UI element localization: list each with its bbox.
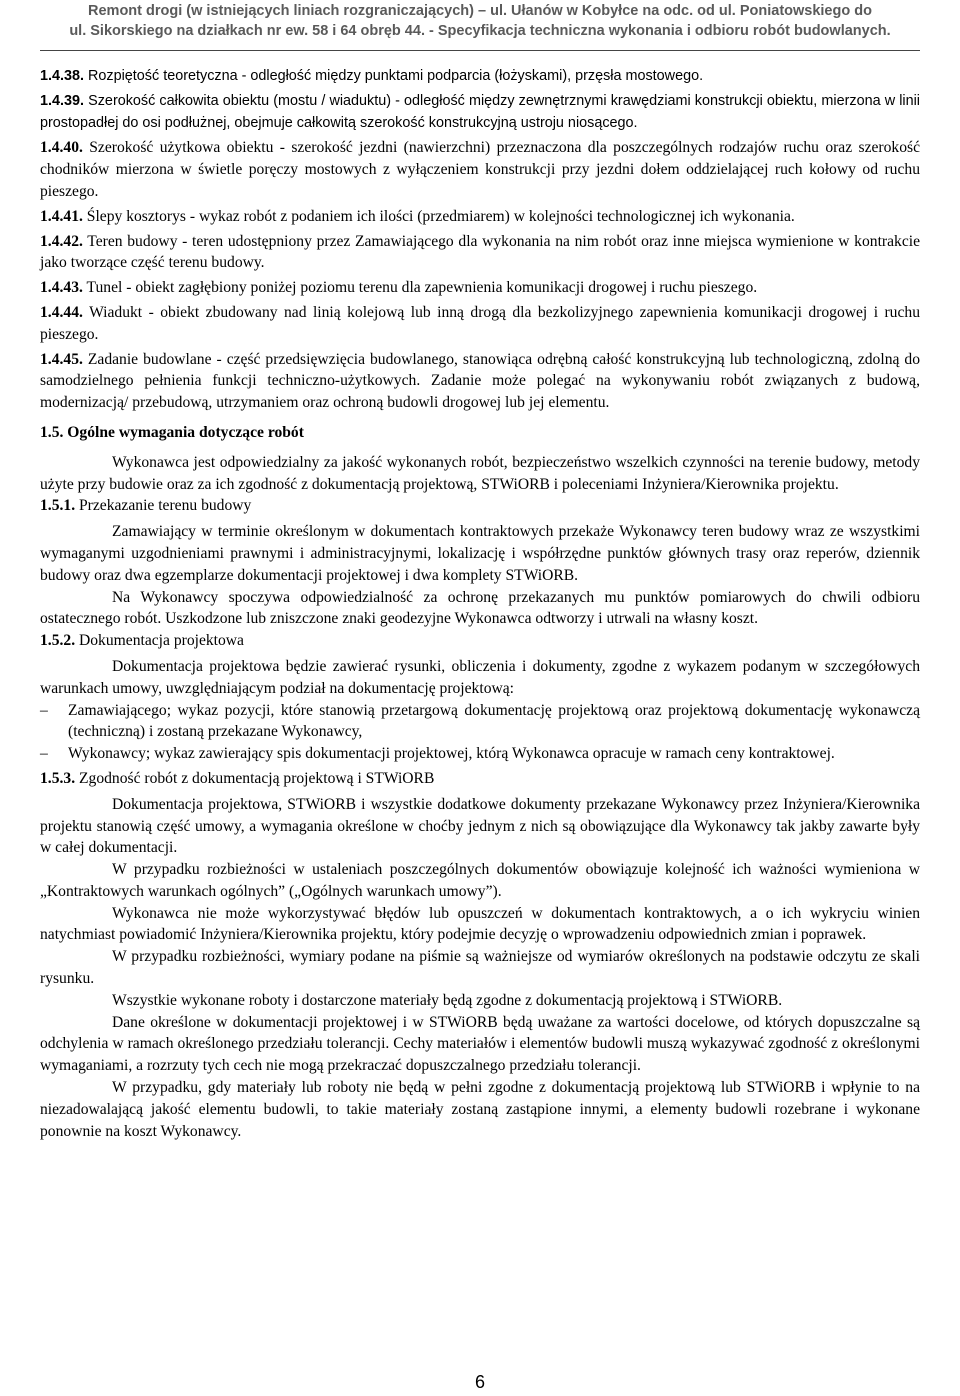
- definition-1-4-41: [40, 206, 920, 228]
- definition-1-4-40: [40, 137, 920, 202]
- section-1-5-3-paragraph: Dane określone w dokumentacji projektowej i w STWiORB będą uważane za wartości docelowe, od których dopuszczalne są odchylenia w ramach określonego przedziału tolerancji. Cechy materiałów i elementów budowli muszą wykazywać zgodność z określonymi wymaganiami, a rozrzuty tych cech nie mogą przekraczać dopuszczalnego przedziału tolerancji.: [40, 1013, 920, 1075]
- section-heading-1-5-1: [40, 495, 920, 517]
- section-1-5-1-paragraph: Zamawiający w terminie określonym w dokumentach kontraktowych przekaże Wykonawcy teren budowy wraz ze wszystkimi wymaganymi uzgodnieniami prawnymi i administracyjnymi, lokalizację i współrzędne punktów głównych trasy oraz reperów, dziennik budowy oraz dwa egzemplarze dokumentacji projektowej i dwa komplety STWiORB.: [40, 523, 920, 584]
- list-item-text: Zamawiającego; wykaz pozycji, które stanowią przetargową dokumentację projektową oraz projektową dokumentację wykonawczą (techniczną) i zostaną przekazane Wykonawcy,: [68, 701, 920, 741]
- section-1-5-3-paragraph: Wykonawca nie może wykorzystywać błędów lub opuszczeń w dokumentach kontraktowych, a o ich wykryciu winien natychmiast powiadomić Inżyniera/Kierownika projektu, który podejmie decyzję o wprowadzeniu odpowiednich zmian i poprawek.: [40, 904, 920, 944]
- section-1-5-3-paragraph: W przypadku rozbieżności, wymiary podane na piśmie są ważniejsze od wymiarów określonych na podstawie odczytu ze skali rysunku.: [40, 948, 920, 988]
- definition-1-4-42: [40, 231, 920, 275]
- section-1-5-3-paragraph: Wszystkie wykonane roboty i dostarczone materiały będą zgodne z dokumentacją projektową i STWiORB.: [112, 991, 783, 1009]
- definition-number: 1.4.41.: [40, 207, 83, 225]
- definition-1-4-44: [40, 302, 920, 346]
- dash-bullet: –: [40, 701, 48, 719]
- document-body: [40, 66, 920, 1142]
- header-rule: [40, 50, 920, 51]
- section-1-5-3-paragraph: Dokumentacja projektowa, STWiORB i wszystkie dodatkowe dokumenty przekazane Wykonawcy przez Inżyniera/Kierownika projektu stanowią część umowy, a wymagania określone w choćby jednym z nich są obowiązujące dla Wykonawcy tak jakby zawarte były w całej dokumentacji.: [40, 795, 920, 857]
- header-line-2: ul. Sikorskiego na działkach nr ew. 58 i 64 obręb 44. - Specyfikacja techniczna wykonania i odbioru robót budowlanych.: [69, 23, 891, 39]
- section-1-5-1-paragraph: Na Wykonawcy spoczywa odpowiedzialność za ochronę przekazanych mu punktów pomiarowych do chwili odbioru ostatecznego robót. Uszkodzone lub zniszczone znaki geodezyjne Wykonawca odtworzy i utrwali na własny koszt.: [40, 588, 920, 628]
- definition-text: Szerokość użytkowa obiektu - szerokość jezdni (nawierzchni) przeznaczona dla poszczególnych rodzajów ruchu oraz szerokość chodników mierzona w świetle poręczy mostowych z wyłączeniem konstrukcji przy jezdni dołem oddzielającej ruch kołowy od ruchu pieszego.: [40, 139, 920, 200]
- page-header: [0, 0, 960, 45]
- list-item: [40, 743, 920, 765]
- definition-text: Ślepy kosztorys - wykaz robót z podaniem ich ilości (przedmiarem) w kolejności technologicznej ich wykonania.: [86, 207, 795, 225]
- definition-1-4-38: [40, 66, 920, 88]
- section-1-5-intro: Wykonawca jest odpowiedzialny za jakość wykonanych robót, bezpieczeństwo wszelkich czynności na terenie budowy, metody użyte przy budowie oraz za ich zgodność z dokumentacją projektową, STWiORB i poleceniami Inżyniera/Kierownika projektu.: [40, 453, 920, 493]
- definition-text: Teren budowy - teren udostępniony przez Zamawiającego dla wykonania na nim robót oraz inne miejsca wymienione w kontrakcie jako tworzące część terenu budowy.: [40, 232, 920, 272]
- definition-1-4-39: [40, 91, 920, 135]
- section-heading-1-5-3: [40, 768, 920, 790]
- section-number: 1.5.1.: [40, 497, 76, 515]
- definition-number: 1.4.38.: [40, 68, 85, 84]
- definition-number: 1.4.45.: [40, 350, 83, 368]
- definition-text: Szerokość całkowita obiektu (mostu / wiaduktu) - odległość między zewnętrznymi krawędziami konstrukcji obiektu, mierzona w linii prostopadłej do osi podłużnej, obejmuje całkowitą szerokość konstrukcyjną ustroju niosącego.: [40, 92, 920, 131]
- definition-text: Wiadukt - obiekt zbudowany nad linią kolejową lub inną drogą dla bezkolizyjnego zapewnienia komunikacji drogowej i ruchu pieszego.: [40, 303, 920, 343]
- section-1-5-2-paragraph: Dokumentacja projektowa będzie zawierać rysunki, obliczenia i dokumenty, zgodne z wykazem podanym w szczegółowych warunkach umowy, uwzględniającym podział na dokumentację projektową:: [40, 657, 920, 697]
- section-1-5-3-paragraph: W przypadku rozbieżności w ustaleniach poszczególnych dokumentów obowiązuje kolejność ich ważności wymieniona w „Kontraktowych warunkach ogólnych” („Ogólnych warunkach umowy”).: [40, 861, 920, 900]
- section-heading-1-5-2: [40, 630, 920, 652]
- page-number: 6: [474, 1372, 485, 1392]
- section-number: 1.5.2.: [40, 632, 76, 650]
- section-number: 1.5.: [40, 423, 64, 441]
- definition-number: 1.4.44.: [40, 303, 83, 321]
- definition-text: Zadanie budowlane - część przedsięwzięcia budowlanego, stanowiąca odrębną całość konstrukcyjną lub technologiczną, zdolną do samodzielnego pełnienia funkcji techniczno-użytkowych. Zadanie może polegać na wykonywaniu robót związanych z budową, modernizacją/ przebudową, utrzymaniem oraz ochroną budowli drogowej lub jej elementu.: [40, 350, 920, 412]
- section-title: Zgodność robót z dokumentacją projektową i STWiORB: [79, 769, 435, 787]
- header-line-1: Remont drogi (w istniejących liniach rozgraniczających) – ul. Ułanów w Kobyłce na odc. od ul. Poniatowskiego do: [88, 3, 872, 19]
- section-1-5-3-paragraph: W przypadku, gdy materiały lub roboty nie będą w pełni zgodne z dokumentacją projektową lub STWiORB i wpłynie to na niezadowalającą jakość elementu budowli, to takie materiały zostaną zastąpione innymi, a elementy budowli rozebrane i wykonane ponownie na koszt Wykonawcy.: [40, 1079, 920, 1140]
- definition-number: 1.4.39.: [40, 92, 85, 109]
- section-title: Przekazanie terenu budowy: [79, 497, 252, 515]
- definition-text: Tunel - obiekt zagłębiony poniżej poziomu terenu dla zapewnienia komunikacji drogowej i ruchu pieszego.: [86, 279, 758, 297]
- definition-1-4-43: [40, 277, 920, 299]
- definition-number: 1.4.40.: [40, 139, 83, 157]
- definition-number: 1.4.43.: [40, 279, 83, 297]
- section-title: Ogólne wymagania dotyczące robót: [67, 423, 304, 441]
- definition-text: Rozpiętość teoretyczna - odległość między punktami podparcia (łożyskami), przęsła mostowego.: [88, 68, 704, 84]
- definition-1-4-45: [40, 349, 920, 414]
- dash-bullet: –: [40, 745, 48, 763]
- section-heading-1-5: [40, 422, 920, 444]
- section-title: Dokumentacja projektowa: [79, 632, 244, 650]
- section-number: 1.5.3.: [40, 769, 76, 787]
- list-item: [40, 700, 920, 744]
- definition-number: 1.4.42.: [40, 232, 83, 250]
- list-item-text: Wykonawcy; wykaz zawierający spis dokumentacji projektowej, którą Wykonawca opracuje w ramach ceny kontraktowej.: [68, 745, 835, 763]
